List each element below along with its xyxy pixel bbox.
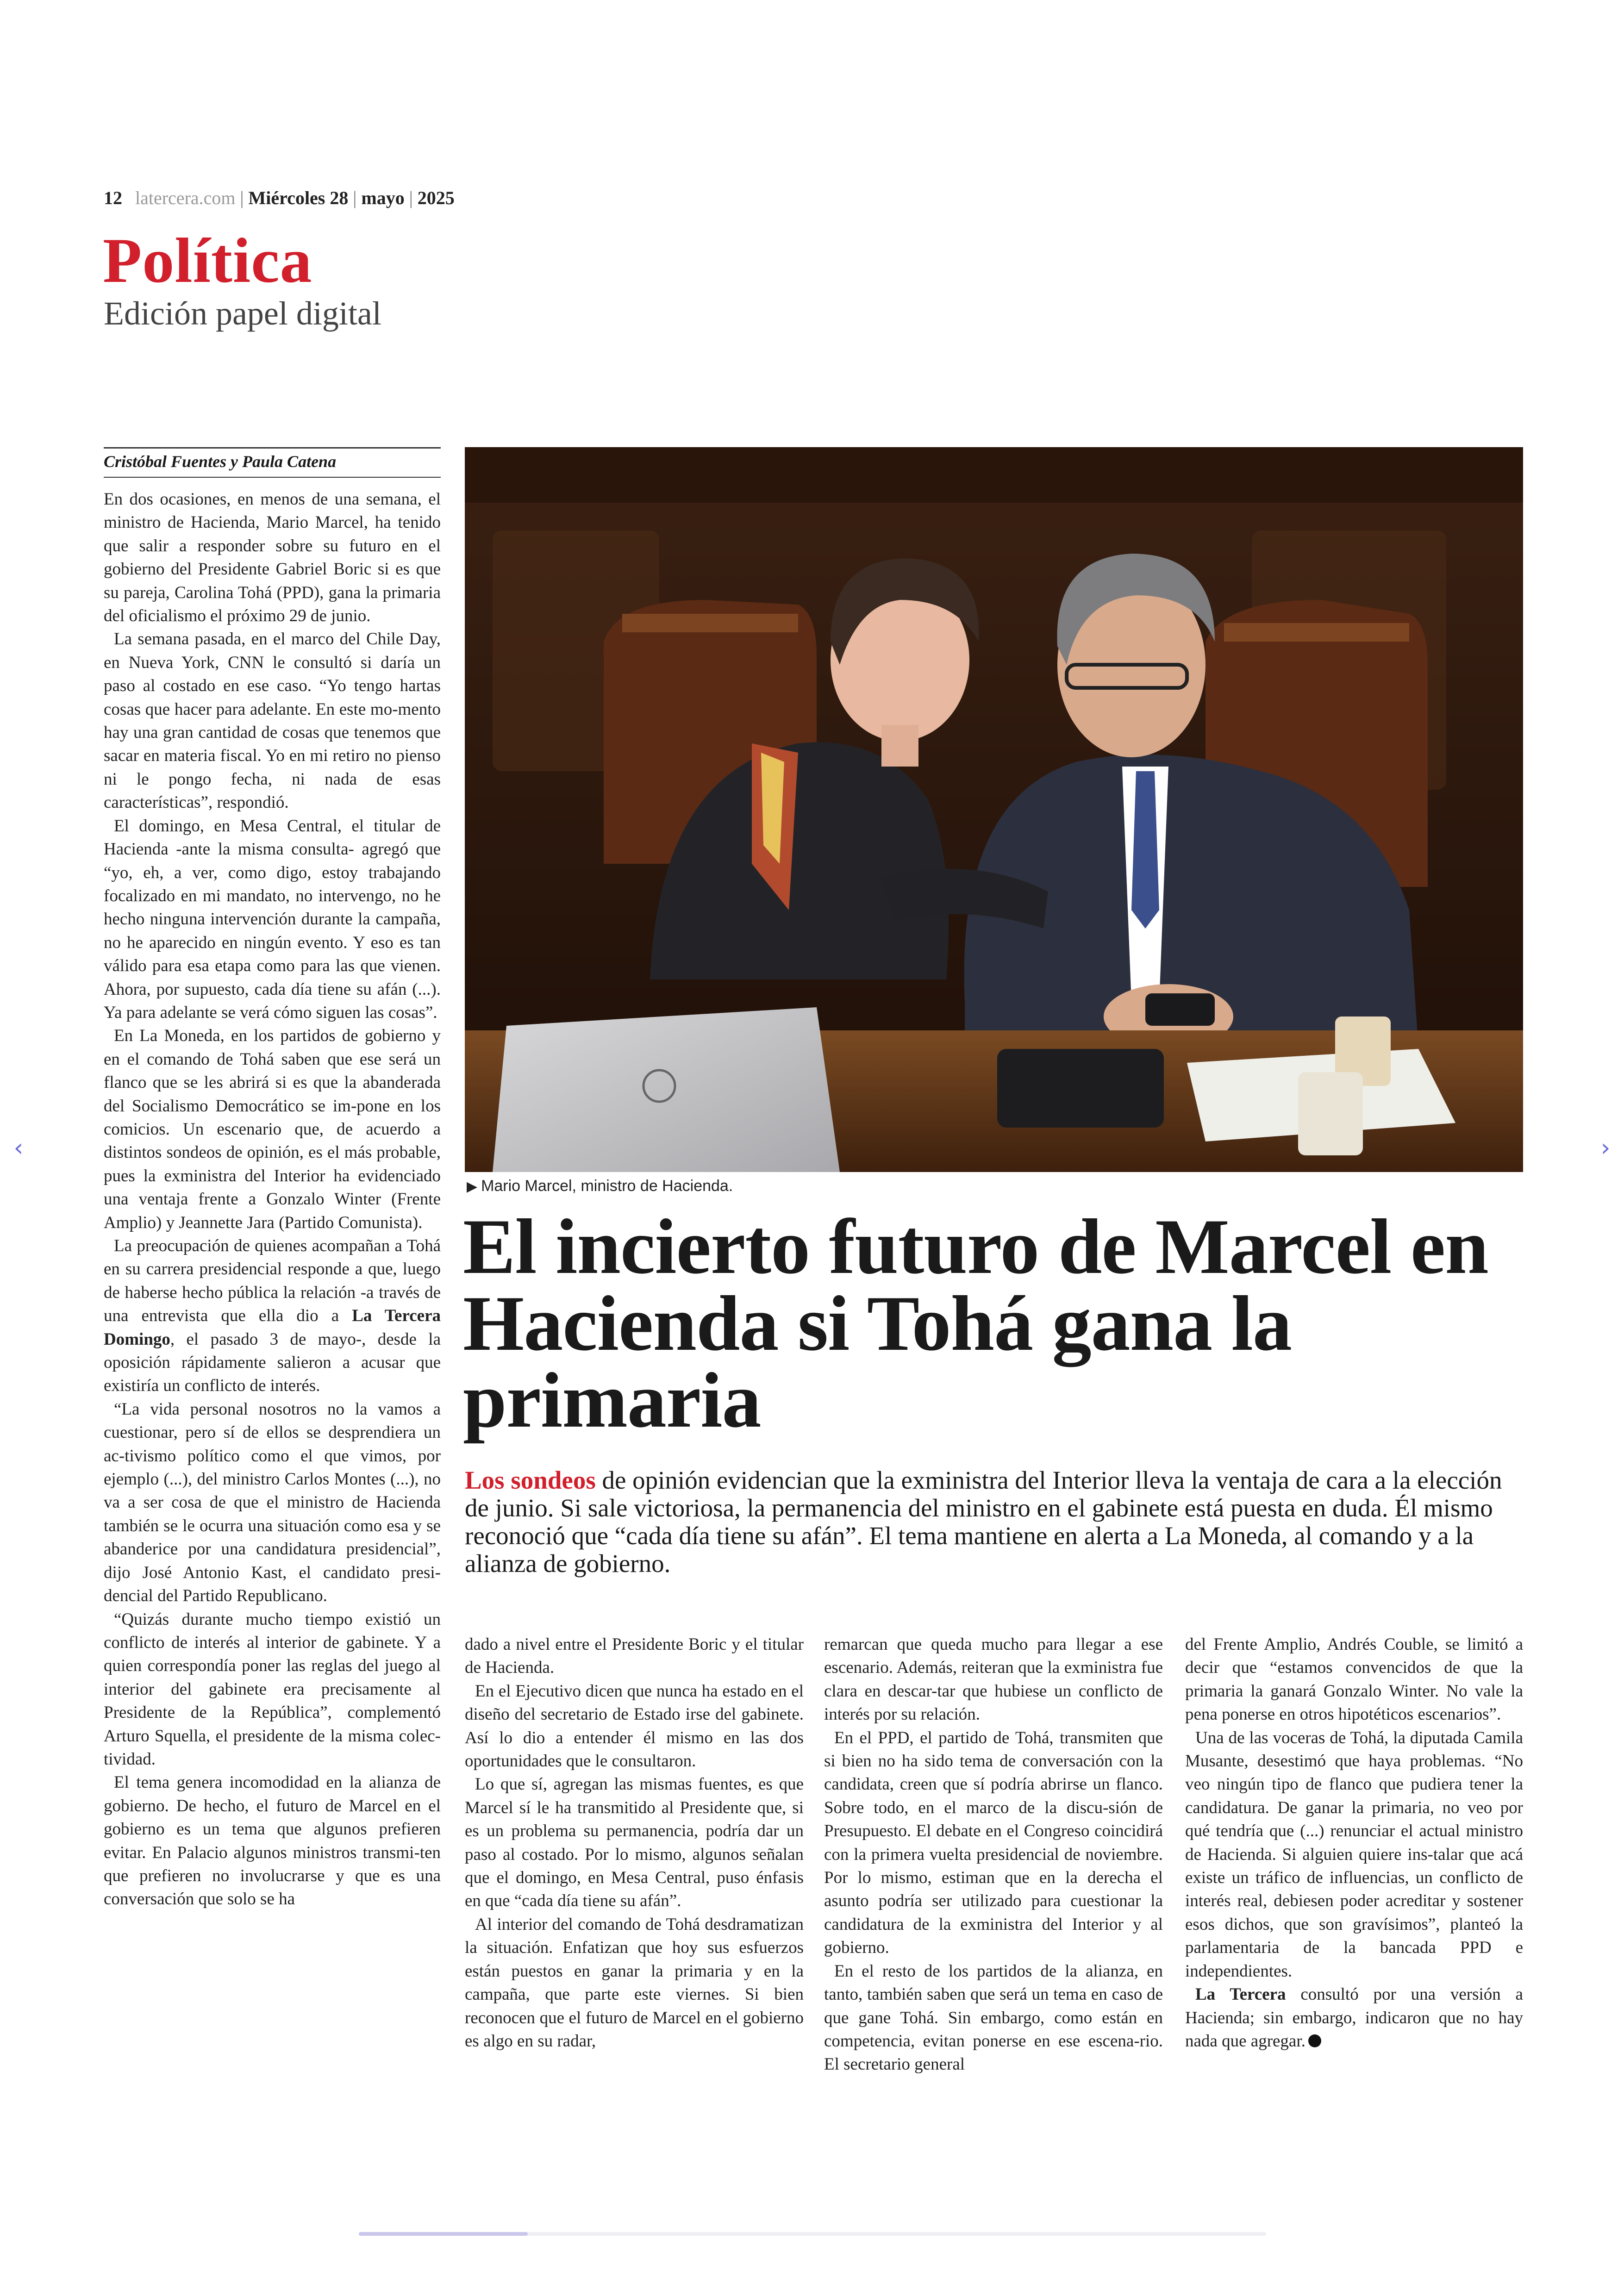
paragraph: “La vida personal nosotros no la vamos a cuestionar, pero sí de ellos se desprendiera un ac-tivismo político como el que vimos, por ejemplo (...), del ministro Carlos Montes (...), no va a ser cosa de que el ministro de Hacienda también se le ocurra una situación como esa y se abanderice por una candidatura presidencial”, dijo José Antonio Kast, el candidato presi-dencial del Partido Republicano.	[104, 1399, 441, 1606]
page-scroll-thumb[interactable]	[359, 2232, 528, 2236]
byline-rule	[104, 477, 441, 478]
paragraph: En La Moneda, en los partidos de gobierno y en el comando de Tohá saben que ese será un flanco que se les abrirá si es que la abanderada del Socialismo Democrático se im-pone en los comicios. Un escenario que, de acuerdo a distintos sondeos de opinión, es el más probable, pues la exministra del Interior ha evidenciado una ventaja frente a Gonzalo Winter (Frente Amplio) y Jeannette Jara (Partido Comunista).	[104, 1026, 441, 1232]
publication-name: La Tercera Domingo	[104, 1306, 441, 1349]
site-name: latercera.com	[135, 187, 236, 208]
edition-label: Edición papel digital	[104, 295, 381, 332]
issue-year: 2025	[417, 187, 455, 208]
paragraph: Una de las voceras de Tohá, la diputada Camila Musante, desestimó que haya problemas. “No veo ningún tipo de flanco que pudiera tener la candidatura. De ganar la primaria, no veo por qué tendría que (...) renunciar el actual ministro de Hacienda. Si alguien quiere ins-talar que acá existe un tráfico de influencias, un conflicto de interés real, debiesen poder acreditar y sostener esos dichos, que son gravísimos”, planteó la parlamentaria de la bancada PPD e independientes.	[1185, 1728, 1523, 1981]
paragraph: del Frente Amplio, Andrés Couble, se limitó a decir que “estamos convencidos de que la primaria la ganará Gonzalo Winter. No vale la pena ponerse en otros hipotéticos escenarios”.	[1185, 1635, 1523, 1724]
paragraph: El tema genera incomodidad en la alianza de gobierno. De hecho, el futuro de Marcel en el gobierno es un tema que algunos prefieren evitar. En Palacio algunos ministros transmi-ten que prefieren no involucrarse y que es una conversación que solo se ha	[104, 1773, 441, 1909]
chevron-left-icon[interactable]: ‹	[13, 1134, 24, 1162]
page-number: 12	[104, 187, 122, 208]
paragraph: La semana pasada, en el marco del Chile Day, en Nueva York, CNN le consultó si daría un paso al costado en ese caso. “Yo tengo hartas cosas que hacer para adelante. En este mo-mento hay una gran cantidad de cosas que tenemos que sacar en materia fiscal. Yo en mi retiro no pienso ni le pongo fecha, ni nada de esas características”, respondió.	[104, 630, 441, 812]
end-mark-icon	[1308, 2034, 1321, 2047]
issue-day: Miércoles 28	[248, 187, 349, 208]
paragraph: En el resto de los partidos de la alianza, en tanto, también saben que será un tema en caso de que gane Tohá. Sin embargo, como están en competencia, evitan ponerse en ese escena-rio. El secretario general	[824, 1961, 1163, 2074]
byline-rule	[104, 447, 441, 449]
article-body-column-3	[824, 1633, 1163, 2114]
paragraph: “Quizás durante mucho tiempo existió un conflicto de interés al interior de gabinete. Y a quien correspondía poner las reglas del juego al interior del gabinete era precisamente al Presidente de la República”, complementó Arturo Squella, el presidente de la misma colec-tividad.	[104, 1609, 441, 1769]
paragraph: dado a nivel entre el Presidente Boric y el titular de Hacienda.	[465, 1635, 804, 1678]
byline: Cristóbal Fuentes y Paula Catena	[104, 452, 337, 471]
issue-month: mayo	[361, 187, 405, 208]
article-headline: El incierto futuro de Marcel en Hacienda si Tohá gana la primaria	[463, 1203, 1488, 1444]
article-photo	[465, 447, 1523, 1172]
paragraph: Al interior del comando de Tohá desdramatizan la situación. Enfatizan que hoy sus esfuerzos están puestos en ganar la primaria y en la campaña, que parte este viernes. Si bien reconocen que el futuro de Marcel en el gobierno es algo en su radar,	[465, 1915, 804, 2051]
paragraph: Lo que sí, agregan las mismas fuentes, es que Marcel sí le ha transmitido al Presidente que, si es un problema su permanencia, podría dar un paso al costado. Por lo mismo, algunos señalan que el domingo, en Mesa Central, puso énfasis en que “cada día tiene su afán”.	[465, 1775, 804, 1911]
caption-text: Mario Marcel, ministro de Hacienda.	[481, 1177, 733, 1195]
paragraph: La preocupación de quienes acompañan a Tohá en su carrera presidencial responde a que, luego de haberse hecho pública la relación -a través de una entrevista que ella dio a La Tercera Domingo, el pasado 3 de mayo-, desde la oposición rápidamente salieron a acusar que existiría un conflicto de interés.	[104, 1236, 441, 1396]
paragraph: En dos ocasiones, en menos de una semana, el ministro de Hacienda, Mario Marcel, ha tenido que salir a responder sobre su futuro en el gobierno del Presidente Gabriel Boric si es que su pareja, Carolina Tohá (PPD), gana la primaria del oficialismo el próximo 29 de junio.	[104, 490, 441, 626]
paragraph: remarcan que queda mucho para llegar a ese escenario. Además, reiteran que la exministra fue clara en descar-tar que hubiese un conflicto de interés por su relación.	[824, 1635, 1163, 1724]
photo-caption	[467, 1175, 733, 1198]
chevron-right-icon[interactable]: ›	[1600, 1134, 1611, 1162]
article-body-column-4	[1185, 1633, 1523, 2114]
dek-lead: Los sondeos	[465, 1466, 596, 1494]
section-title: Política	[103, 225, 312, 296]
article-body-column-2	[465, 1633, 804, 2114]
publication-name: La Tercera	[1195, 1985, 1286, 2004]
paragraph: El domingo, en Mesa Central, el titular de Hacienda -ante la misma consulta- agregó que “yo, eh, a ver, como digo, estoy trabajando focalizado en mi mandato, no intervengo, no he hecho ninguna intervención durante la campaña, no he aparecido en ningún evento. Y eso es tan válido para esa etapa como para las que vienen. Ahora, por supuesto, cada día tiene su afán (...). Ya para adelante se verá cómo siguen las cosas”.	[104, 816, 441, 1022]
dek-text: de opinión evidencian que la exministra del Interior lleva la ventaja de cara a la elección de junio. Si sale victoriosa, la permanencia del ministro en el gabinete está puesta en duda. Él mismo reconoció que “cada día tiene su afán”. El tema mantiene en alerta a La Moneda, al comando y a la alianza de gobierno.	[465, 1466, 1502, 1578]
paragraph: La Tercera consultó por una versión a Hacienda; sin embargo, indicaron que no hay nada que agregar.	[1185, 1985, 1523, 2051]
article-body-column-1	[104, 488, 441, 2108]
page-folio: 12 latercera.com | Miércoles 28 | mayo | 2025	[104, 187, 455, 208]
paragraph: En el PPD, el partido de Tohá, transmiten que si bien no ha sido tema de conversación con la candidata, creen que sí podría abrirse un flanco. Sobre todo, en el marco de la discu-sión de Presupuesto. El debate en el Congreso coincidirá con la primera vuelta presidencial de noviembre. Por lo mismo, estiman que en la derecha el asunto podría ser utilizado para cuestionar la candidatura de la exministra del Interior y al gobierno.	[824, 1728, 1163, 1958]
caption-arrow-icon: ▶	[467, 1179, 478, 1194]
paragraph: En el Ejecutivo dicen que nunca ha estado en el diseño del secretario de Estado irse del gabinete. Así lo dio a entender él mismo en las dos oportunidades que le consultaron.	[465, 1681, 804, 1771]
article-dek	[465, 1466, 1525, 1578]
